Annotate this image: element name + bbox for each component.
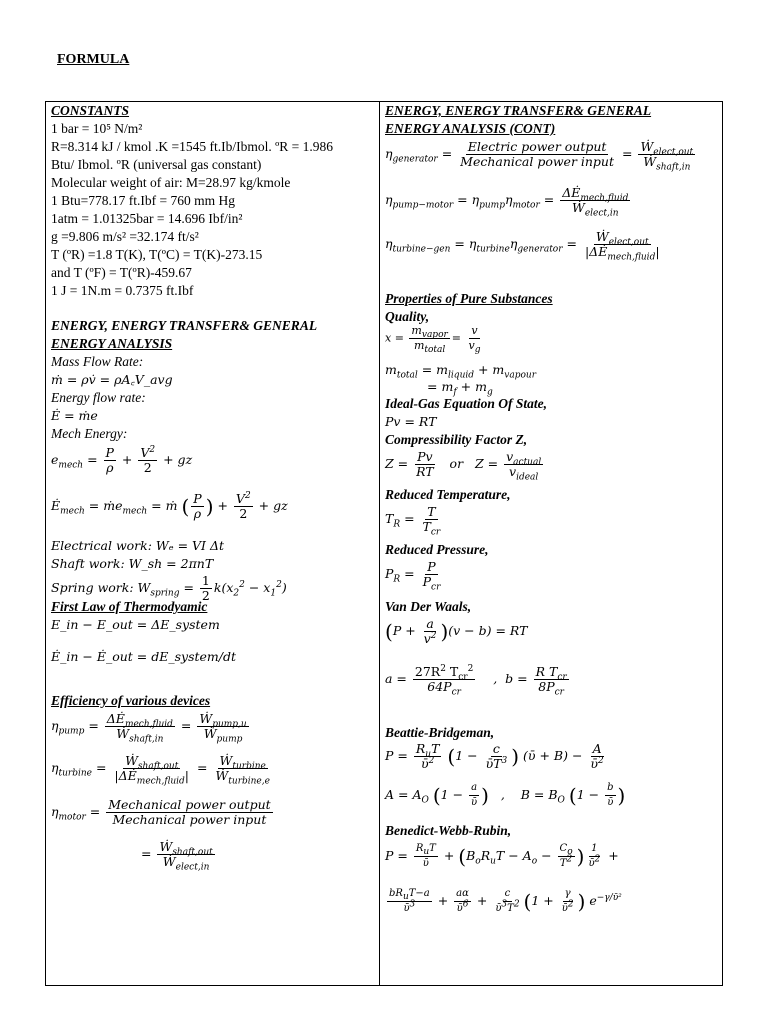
ideal-gas-equation: Pv = RT [385, 414, 437, 429]
shaft-work-equation: Shaft work: W_sh = 2πnT [51, 556, 214, 571]
reduced-pressure-equation: $P_R$ = $\frac{P}{P_{cr}}$ [385, 559, 441, 593]
motor-efficiency-equation: $\eta_{motor}$ = $\frac{\text{Mechanical power output}}{\text{Mechanical power input}}$ [51, 797, 271, 827]
van-der-waals-equation: (P + $\frac{a}{v^2}$ )(v − b) = RT [385, 616, 528, 646]
first-law-heading: First Law of Thermodyamic [51, 599, 208, 614]
spring-work-equation: Spring work: $W_{spring}$ = $\frac{1}{2}$ $k(x_2^2 - x_1^2)$ [51, 573, 287, 603]
first-law-equation: E_in − E_out = ΔE_system [51, 617, 220, 632]
constant-line: R=8.314 kJ / kmol .K =1545 ft.Ib/Ibmol. ºR = 1.986 [51, 139, 334, 154]
generator-efficiency-equation: $\eta_{generator}$ = $\frac{\text{Electric power output}}{\text{Mechanical power input}}$ = $\frac{Ẇ_{elect,out}}{Ẇ_{shaft,in}}$ [385, 139, 694, 173]
energy-flow-label: Energy flow rate: [51, 390, 146, 405]
page-title: FORMULA [57, 52, 130, 67]
mech-energy-equation: $e_{mech}$ = $\frac{P}{\rho}$ + $\frac{V^2}{2}$ + gz [51, 444, 193, 475]
quality-label: Quality, [385, 309, 430, 324]
compressibility-label: Compressibility Factor Z, [385, 432, 528, 447]
column-divider [379, 102, 380, 985]
turbine-gen-efficiency-equation: $\eta_{turbine-gen} = \eta_{turbine}\eta_{generator}$ = $\frac{Ẇ_{elect,out}}{|\Delta Ė_{mech,fluid}|}$ [385, 229, 660, 263]
electrical-work-equation: Electrical work: Wₑ = VI Δt [51, 538, 224, 553]
quality-equation: x = $\frac{m_{vapor}}{m_{total}}$ = $\frac{v}{v_g}$ [385, 324, 481, 356]
compressibility-equation: Z = $\frac{Pv}{RT}$ or Z = $\frac{v_{actual}}{v_{ideal}}$ [385, 449, 542, 483]
reduced-temperature-label: Reduced Temperature, [385, 487, 511, 502]
first-law-rate-equation: Ė_in − Ė_out = dE_system/dt [51, 649, 237, 664]
mass-flow-label: Mass Flow Rate: [51, 354, 144, 369]
pure-substances-heading: Properties of Pure Substances [385, 291, 553, 306]
reduced-pressure-label: Reduced Pressure, [385, 542, 489, 557]
turbine-efficiency-equation: $\eta_{turbine}$ = $\frac{Ẇ_{shaft,out}}{|\Delta Ė_{mech,fluid}|}$ = $\frac{Ẇ_{turbine}}{Ẇ_{turbine,e}}$ [51, 753, 270, 787]
constant-line: Btu/ Ibmol. ºR (universal gas constant) [51, 157, 262, 172]
constant-line: and T (ºF) = T(ºR)-459.67 [51, 265, 192, 280]
benedict-webb-rubin-equation-2: $\frac{bR_uT-a}{ῡ^3}$ + $\frac{a\alpha}{ῡ^6}$ + $\frac{c}{ῡ^3T^2}$ (1 + $\frac{\gamma}{ῡ^2}$ ) $e^{-\gamma/ῡ^2}$ [389, 888, 622, 914]
constant-line: T (ºR) =1.8 T(K), T(ºC) = T(K)-273.15 [51, 247, 263, 262]
reduced-temperature-equation: $T_R$ = $\frac{T}{T_{cr}}$ [385, 504, 441, 538]
motor-efficiency-equation-2: = $\frac{Ẇ_{shaft,out}}{Ẇ_{elect,in}}$ [141, 839, 213, 873]
formula-table [45, 101, 723, 986]
mass-flow-equation: ṁ = ρv̇ = ρA꜀V_avg [51, 372, 173, 387]
van-der-waals-label: Van Der Waals, [385, 599, 472, 614]
mech-energy-label: Mech Energy: [51, 426, 128, 441]
energy-cont-heading-line2: ENERGY ANALYSIS (CONT) [385, 121, 556, 136]
constant-line: g =9.806 m/s² =32.174 ft/s² [51, 229, 199, 244]
beattie-bridgeman-label: Beattie-Bridgeman, [385, 725, 495, 740]
constant-line: Molecular weight of air: M=28.97 kg/kmole [51, 175, 291, 190]
pump-efficiency-equation: $\eta_{pump}$ = $\frac{\Delta Ė_{mech,fluid}}{Ẇ_{shaft,in}}$ = $\frac{Ẇ_{pump,u}}{Ẇ_{pump}}$ [51, 711, 247, 745]
mech-energy-rate-equation: $Ė_{mech}$ = ṁe$_{mech}$ = ṁ ( $\frac{P}{\rho}$ ) + $\frac{V^2}{2}$ + gz [51, 490, 288, 521]
constant-line: 1 bar = 10⁵ N/m² [51, 121, 143, 136]
total-mass-equation-2: = $m_f + m_g$ [427, 379, 493, 398]
ideal-gas-label: Ideal-Gas Equation Of State, [385, 396, 548, 411]
constants-heading: CONSTANTS [51, 103, 130, 118]
constant-line: 1atm = 1.01325bar = 14.696 Ibf/in² [51, 211, 243, 226]
energy-heading-line2: ENERGY ANALYSIS [51, 336, 173, 351]
constant-line: 1 J = 1N.m = 0.7375 ft.Ibf [51, 283, 194, 298]
constant-line: 1 Btu=778.17 ft.Ibf = 760 mm Hg [51, 193, 235, 208]
efficiency-heading: Efficiency of various devices [51, 693, 211, 708]
beattie-bridgeman-equation: P = $\frac{R_uT}{ῡ^2}$ (1 − $\frac{c}{ῡT^3}$ ) (ῡ + B) − $\frac{A}{ῡ^2}$ [385, 741, 604, 771]
total-mass-equation: $m_{total} = m_{liquid} + m_{vapour}$ [385, 362, 537, 381]
energy-cont-heading: ENERGY, ENERGY TRANSFER& GENERAL [385, 103, 652, 118]
energy-flow-equation: Ė = ṁe [51, 408, 98, 423]
benedict-webb-rubin-equation: P = $\frac{R_uT}{\text{ῡ}}$ + ($B_oR_uT - A_o$ − $\frac{C_o}{T^2}$ ) $\frac{1}{ῡ^2}$ + [385, 843, 619, 869]
energy-heading: ENERGY, ENERGY TRANSFER& GENERAL [51, 318, 318, 333]
van-der-waals-constants: a = $\frac{27R^2 T_{cr}^2}{64P_{cr}}$ , b = $\frac{R T_{cr}}{8P_{cr}}$ [385, 663, 567, 698]
pump-motor-efficiency-equation: $\eta_{pump-motor} = \eta_{pump}\eta_{motor}$ = $\frac{\Delta Ė_{mech,fluid}}{Ẇ_{elect,in}}$ [385, 185, 629, 219]
benedict-webb-rubin-label: Benedict-Webb-Rubin, [385, 823, 512, 838]
beattie-bridgeman-constants: $A = A_O$ (1 − $\frac{a}{\text{ῡ}}$ ) , $B = B_O$ (1 − $\frac{b}{\text{ῡ}}$ ) [385, 782, 626, 808]
